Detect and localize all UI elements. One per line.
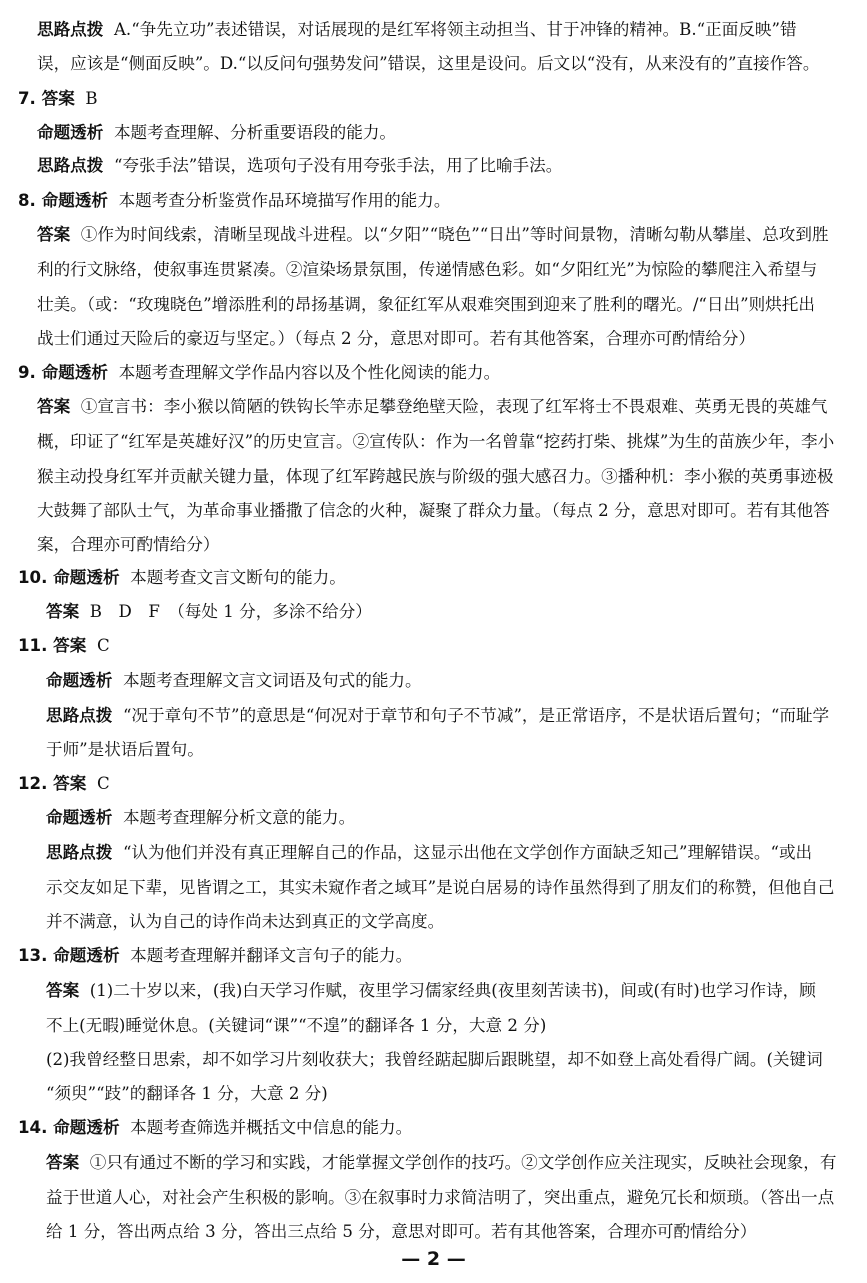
text-line: 10. 命题透析 本题考查文言文断句的能力。	[18, 568, 346, 587]
text-line: 思路点拨 A.“争先立功”表述错误，对话展现的是红军将领主动担当、甘于冲锋的精神。B.“正面反映”错	[37, 20, 797, 39]
text-line: 答案 ①宣言书：李小猴以简陋的铁钩长竿赤足攀登绝壁天险，表现了红军将士不畏艰难、英勇无畏的英雄气	[37, 397, 828, 416]
text-line: “须臾”“跂”的翻译各 1 分，大意 2 分)	[46, 1084, 328, 1103]
text-line: 示交友如足下辈，见皆谓之工，其实未窥作者之域耳”是说白居易的诗作虽然得到了朋友们的称赞，但他自己	[46, 878, 835, 897]
text-line: 答案 (1)二十岁以来，(我)白天学习作赋，夜里学习儒家经典(夜里刻苦读书)，间或(有时)也学习作诗，顾	[46, 981, 816, 1000]
text-line: 7. 答案 B	[18, 89, 98, 108]
text-line: 答案 B D F （每处 1 分，多涂不给分）	[46, 602, 372, 621]
text-line: 12. 答案 C	[18, 774, 110, 793]
text-line: 概，印证了“红军是英雄好汉”的历史宣言。②宣传队：作为一名曾靠“挖药打柴、挑煤”为生的苗族少年，李小	[37, 432, 835, 451]
text-line: 命题透析 本题考查理解、分析重要语段的能力。	[37, 123, 397, 142]
text-line: 案，合理亦可酌情给分）	[37, 535, 220, 554]
text-line: 误，应该是“侧面反映”。D.“以反问句强势发问”错误，这里是设问。后文以“没有，从来没有的”直接作答。	[37, 54, 820, 73]
text-line: 命题透析 本题考查理解文言文词语及句式的能力。	[46, 671, 422, 690]
text-line: 战士们通过天险后的豪迈与坚定。）（每点 2 分，意思对即可。若有其他答案，合理亦可酌情给分）	[37, 329, 756, 348]
text-line: 13. 命题透析 本题考查理解并翻译文言句子的能力。	[18, 946, 413, 965]
text-line: 并不满意，认为自己的诗作尚未达到真正的文学高度。	[46, 912, 445, 931]
text-line: 大鼓舞了部队士气，为革命事业播撒了信念的火种，凝聚了群众力量。（每点 2 分，意思对即可。若有其他答	[37, 501, 830, 520]
text-line: 14. 命题透析 本题考查筛选并概括文中信息的能力。	[18, 1118, 413, 1137]
text-line: 思路点拨 “况于章句不节”的意思是“何况对于章节和句子不节减”，是正常语序，不是状语后置句；“而耻学	[46, 706, 830, 725]
text-line: 答案 ①作为时间线索，清晰呈现战斗进程。以“夕阳”“晓色”“日出”等时间景物，清晰勾勒从攀崖、总攻到胜	[37, 225, 829, 244]
text-line: 11. 答案 C	[18, 636, 110, 655]
text-line: (2)我曾经整日思索，却不如学习片刻收获大；我曾经踮起脚后跟眺望，却不如登上高处看得广阔。(关键词	[46, 1050, 823, 1069]
text-line: 思路点拨 “夸张手法”错误，选项句子没有用夸张手法，用了比喻手法。	[37, 156, 563, 175]
text-line: 猴主动投身红军并贡献关键力量，体现了红军跨越民族与阶级的强大感召力。③播种机：李小猴的英勇事迹极	[37, 467, 834, 486]
text-line: 于师”是状语后置句。	[46, 740, 204, 759]
text-line: 9. 命题透析 本题考查理解文学作品内容以及个性化阅读的能力。	[18, 363, 501, 382]
text-line: 命题透析 本题考查理解分析文意的能力。	[46, 808, 356, 827]
text-line: 利的行文脉络，使叙事连贯紧凑。②渲染场景氛围，传递情感色彩。如“夕阳红光”为惊险的攀爬注入希望与	[37, 260, 818, 279]
text-line: 益于世道人心，对社会产生积极的影响。③在叙事时力求简洁明了，突出重点，避免冗长和烦琐。（答出一点	[46, 1188, 835, 1207]
text-line: 壮美。（或：“玫瑰晓色”增添胜利的昂扬基调，象征红军从艰难突围到迎来了胜利的曙光。/“日出”则烘托出	[37, 295, 815, 314]
page-number: — 2 —	[401, 1248, 466, 1270]
text-line: 不上(无暇)睡觉休息。(关键词“课”“不遑”的翻译各 1 分，大意 2 分)	[46, 1016, 547, 1035]
text-line: 答案 ①只有通过不断的学习和实践，才能掌握文学创作的技巧。②文学创作应关注现实，反映社会现象，有	[46, 1153, 837, 1172]
text-line: 给 1 分，答出两点给 3 分，答出三点给 5 分，意思对即可。若有其他答案，合理亦可酌情给分）	[46, 1222, 757, 1241]
text-line: 思路点拨 “认为他们并没有真正理解自己的作品，这显示出他在文学创作方面缺乏知己”理解错误。“或出	[46, 843, 813, 862]
text-line: 8. 命题透析 本题考查分析鉴赏作品环境描写作用的能力。	[18, 191, 451, 210]
